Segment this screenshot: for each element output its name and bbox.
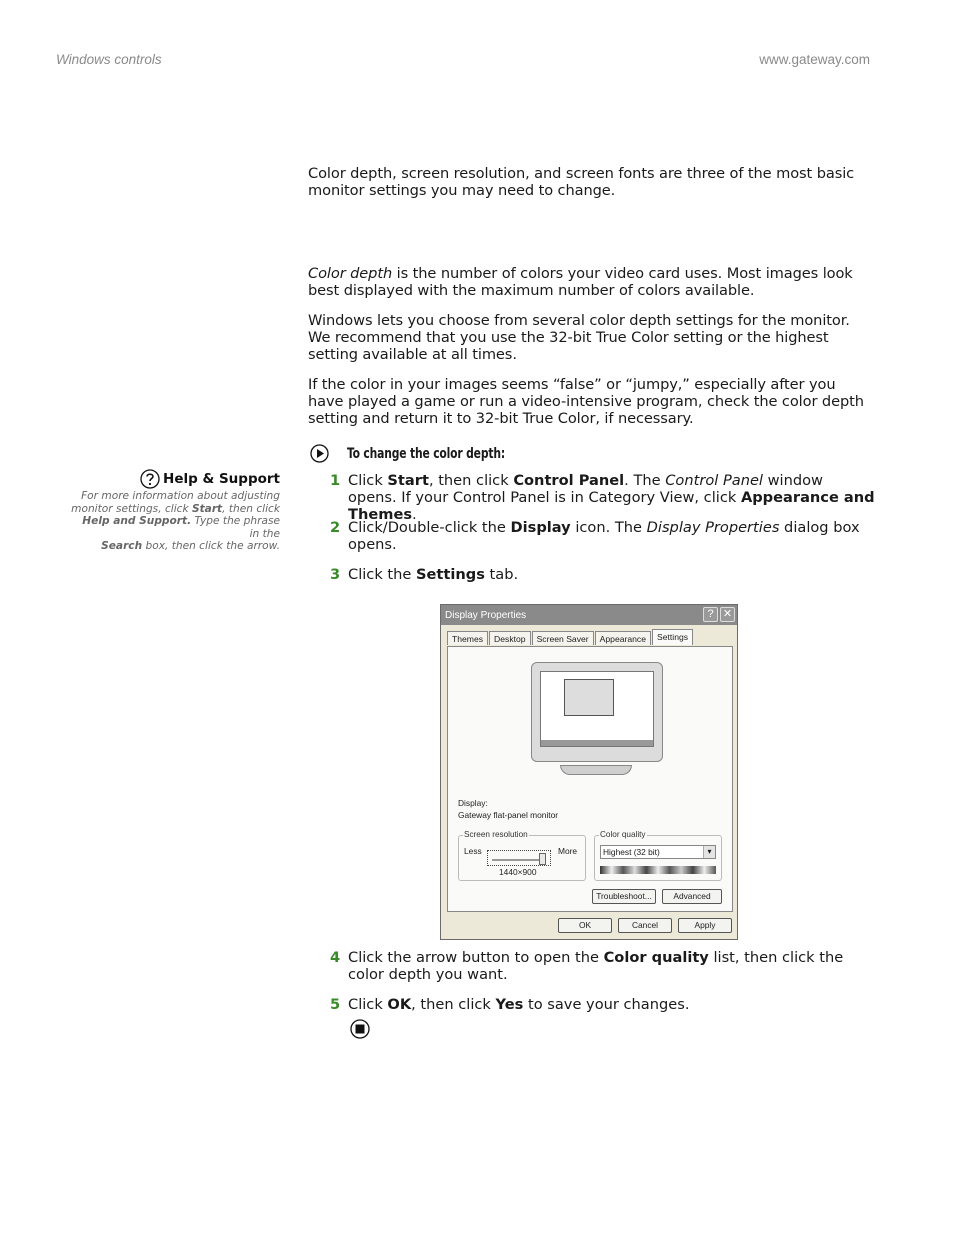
tab-settings[interactable]: Settings [652, 629, 693, 645]
cancel-button[interactable]: Cancel [618, 918, 672, 933]
note-part: box, then click the arrow. [142, 540, 280, 553]
note-part: in the [249, 527, 280, 540]
color-quality-select[interactable] [600, 845, 716, 859]
display-value: Gateway flat-panel monitor [458, 810, 559, 820]
step-part: dialog box opens. [348, 519, 860, 553]
settings-panel [447, 646, 733, 912]
note-part: , then click [222, 502, 280, 515]
tab-themes[interactable]: Themes [447, 631, 488, 645]
step-bold: OK [387, 996, 412, 1013]
resolution-value: 1440×900 [499, 867, 537, 877]
help-support-note [70, 490, 280, 553]
step-part: , then click [428, 472, 514, 489]
step-part: icon. The [570, 519, 647, 536]
step-part: . The [624, 472, 666, 489]
less-label: Less [464, 846, 482, 856]
dialog-tabs [447, 631, 694, 645]
procedure-heading [310, 444, 540, 463]
color-quality-group [594, 830, 722, 881]
step-part: list, then click the color depth you want. [348, 949, 844, 983]
step-part: Click/Double-click the [348, 519, 511, 536]
monitor-preview [531, 662, 663, 762]
monitor-stand [560, 765, 632, 775]
slider-track [492, 859, 546, 861]
close-button[interactable]: ✕ [720, 607, 735, 622]
step-part: window opens. If your Control Panel is in Category View, click [348, 472, 823, 506]
troubleshoot-paragraph: If the color in your images seems “false” or “jumpy,” especially after you have played a game or run a video-intensive program, check the color depth setting and return it to 32-bit True Color, if necessary. [308, 376, 864, 427]
tab-screen-saver[interactable]: Screen Saver [532, 631, 594, 645]
color-quality-value: Highest (32 bit) [603, 847, 660, 857]
dialog-title-bar [441, 605, 737, 625]
procedure-start-icon [310, 444, 329, 463]
step-5 [330, 996, 875, 1013]
color-sample-bar [600, 866, 716, 874]
step-bold: Display [510, 519, 571, 536]
advanced-button[interactable]: Advanced [662, 889, 722, 904]
step-part: Click [348, 472, 388, 489]
help-button[interactable]: ? [703, 607, 718, 622]
screen-resolution-group [458, 830, 586, 881]
display-label: Display: [458, 798, 488, 808]
step-text [348, 949, 875, 983]
step-italic: Display Properties [646, 519, 780, 536]
note-bold-search: Search [101, 540, 143, 553]
step-bold: Start [387, 472, 429, 489]
tab-desktop[interactable]: Desktop [489, 631, 531, 645]
dialog-title: Display Properties [445, 609, 527, 621]
resolution-slider[interactable] [487, 850, 551, 866]
color-depth-term: Color depth [308, 265, 393, 282]
monitor-screen [540, 671, 654, 747]
step-part: to save your changes. [523, 996, 690, 1013]
procedure-title: To change the color depth: [347, 445, 505, 462]
slider-thumb[interactable] [539, 853, 546, 865]
header-website: www.gateway.com [759, 52, 870, 67]
step-number: 4 [330, 949, 341, 966]
note-bold-help: Help and Support. [82, 515, 192, 528]
step-bold: Appearance and Themes [348, 489, 875, 523]
troubleshoot-button[interactable]: Troubleshoot... [592, 889, 656, 904]
recommendation-paragraph: Windows lets you choose from several color depth settings for the monitor. We recommend that you use the 32-bit True Color setting or the highest setting available at all times. [308, 312, 850, 363]
step-number: 5 [330, 996, 341, 1013]
step-bold: Color quality [603, 949, 709, 966]
step-2 [330, 519, 875, 553]
color-depth-definition: is the number of colors your video card uses. Most images look best displayed with the maximum number of colors available. [308, 265, 853, 299]
step-number: 3 [330, 566, 341, 583]
step-italic: Control Panel [665, 472, 763, 489]
color-quality-label: Color quality [600, 830, 646, 839]
step-part: . [412, 506, 417, 523]
tab-appearance[interactable]: Appearance [595, 631, 651, 645]
preview-taskbar [541, 740, 653, 746]
step-number: 2 [330, 519, 341, 536]
chevron-down-icon[interactable]: ▾ [703, 846, 715, 858]
step-3 [330, 566, 875, 583]
procedure-end-icon [350, 1019, 370, 1039]
help-question-icon [140, 469, 160, 489]
step-number: 1 [330, 472, 341, 489]
step-text [348, 519, 875, 553]
step-bold: Yes [495, 996, 524, 1013]
step-part: Click [348, 996, 388, 1013]
more-label: More [558, 846, 578, 856]
step-part: Click the [348, 566, 417, 583]
step-1 [330, 472, 875, 523]
ok-button[interactable]: OK [558, 918, 612, 933]
header-section-title: Windows controls [56, 52, 162, 67]
step-part: , then click [411, 996, 496, 1013]
display-properties-dialog [440, 604, 738, 940]
intro-paragraph: Color depth, screen resolution, and screen fonts are three of the most basic monitor settings you may need to change. [308, 165, 855, 199]
step-part: Click the arrow button to open the [348, 949, 604, 966]
note-bold-start: Start [191, 502, 223, 515]
step-bold: Settings [416, 566, 485, 583]
note-part: For more information about adjusting monitor settings, click [71, 490, 280, 515]
step-4 [330, 949, 875, 983]
step-text [348, 566, 875, 583]
color-depth-paragraph [308, 265, 874, 299]
preview-window [564, 679, 614, 716]
step-part: tab. [484, 566, 519, 583]
step-bold: Control Panel [513, 472, 625, 489]
help-support-title-row [70, 469, 280, 489]
step-text [348, 472, 875, 523]
help-support-sidebar [70, 469, 280, 553]
note-part: Type the phrase [191, 515, 280, 528]
apply-button[interactable]: Apply [678, 918, 732, 933]
help-support-title: Help & Support [163, 471, 280, 487]
screen-resolution-label: Screen resolution [464, 830, 528, 839]
step-text [348, 996, 875, 1013]
